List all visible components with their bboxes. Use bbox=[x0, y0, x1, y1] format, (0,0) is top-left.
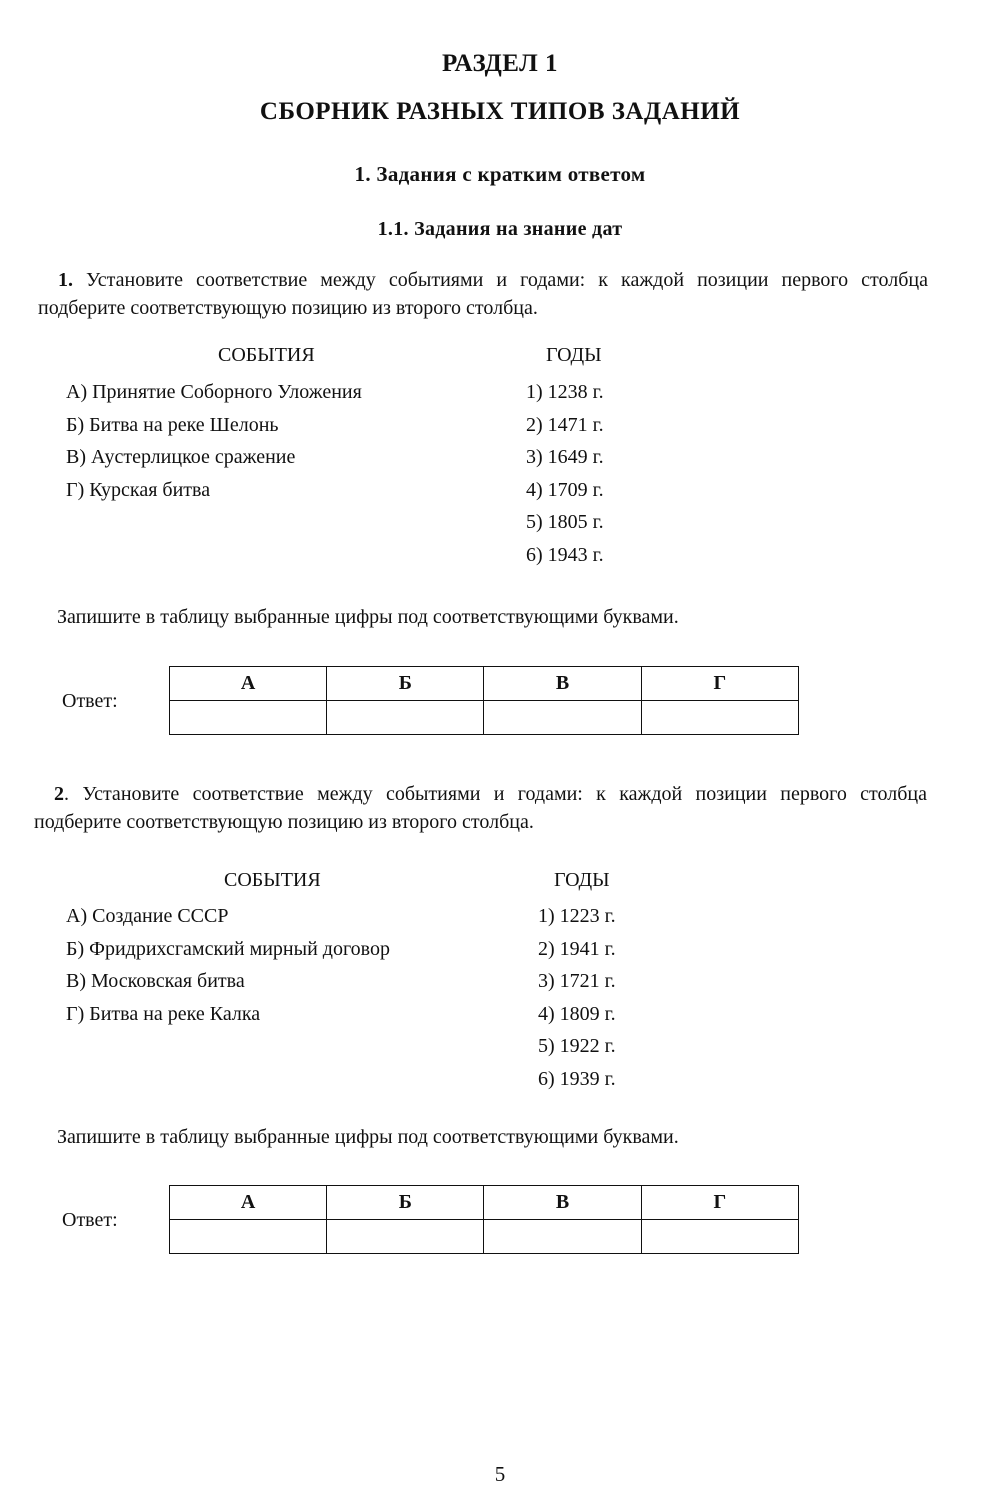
list-item: 5) 1805 г. bbox=[526, 511, 604, 533]
task-2-answer-label: Ответ: bbox=[62, 1209, 118, 1231]
task-2-years-header: ГОДЫ bbox=[554, 869, 610, 891]
answer-header-b: Б bbox=[327, 1186, 484, 1220]
task-1-answer-table bbox=[169, 666, 799, 735]
list-item: 5) 1922 г. bbox=[538, 1035, 616, 1057]
task-2-events-header: СОБЫТИЯ bbox=[224, 869, 321, 891]
task-1-number: 1. bbox=[58, 269, 73, 291]
answer-header-b: Б bbox=[327, 667, 484, 701]
page-number: 5 bbox=[494, 1462, 506, 1486]
list-item: 1) 1238 г. bbox=[526, 381, 604, 403]
list-item: 2) 1941 г. bbox=[538, 937, 616, 960]
task-1-text: Установите соответствие между событиями и годами: к каждой позиции первого столбца подберите соответствующую позицию из второго столбца. bbox=[38, 269, 928, 319]
task-2-number: 2 bbox=[54, 783, 64, 805]
list-item: В) Аустерлицкое сражение bbox=[66, 446, 296, 468]
list-item: А) Принятие Соборного Уложения bbox=[66, 381, 362, 403]
page-title: СБОРНИК РАЗНЫХ ТИПОВ ЗАДАНИЙ bbox=[259, 98, 741, 125]
answer-cell-b[interactable] bbox=[327, 1220, 484, 1254]
task-2-instruction: Запишите в таблицу выбранные цифры под соответствующими буквами. bbox=[57, 1126, 679, 1148]
task-1-prompt bbox=[38, 266, 928, 322]
answer-header-a: А bbox=[170, 667, 327, 701]
list-item: А) Создание СССР bbox=[66, 905, 229, 927]
task-2-prompt bbox=[34, 780, 927, 836]
list-item: Б) Фридрихсгамский мирный договор bbox=[66, 937, 390, 960]
task-1-events-header: СОБЫТИЯ bbox=[218, 344, 315, 366]
task-2-answer-table bbox=[169, 1185, 799, 1254]
list-item: Б) Битва на реке Шелонь bbox=[66, 413, 279, 436]
task-1-instruction: Запишите в таблицу выбранные цифры под соответствующими буквами. bbox=[57, 606, 679, 628]
answer-cell-g[interactable] bbox=[641, 701, 798, 735]
answer-cell-a[interactable] bbox=[170, 1220, 327, 1254]
answer-header-v: В bbox=[484, 1186, 641, 1220]
task-2-text: . Установите соответствие между событиями и годами: к каждой позиции первого столбца подберите соответствующую позицию из второго столбца. bbox=[34, 783, 927, 833]
task-2-years-list bbox=[538, 900, 616, 1095]
list-item: 6) 1943 г. bbox=[526, 543, 604, 566]
answer-header-g: Г bbox=[641, 1186, 798, 1220]
task-1-years-header: ГОДЫ bbox=[546, 344, 602, 366]
list-item: 6) 1939 г. bbox=[538, 1067, 616, 1090]
list-item: 3) 1649 г. bbox=[526, 446, 604, 468]
answer-cell-b[interactable] bbox=[327, 701, 484, 735]
answer-header-a: А bbox=[170, 1186, 327, 1220]
list-item: 1) 1223 г. bbox=[538, 905, 616, 927]
list-item: 2) 1471 г. bbox=[526, 413, 604, 436]
task-2-events-list bbox=[66, 900, 390, 1030]
list-item: 4) 1809 г. bbox=[538, 1002, 616, 1025]
answer-cell-a[interactable] bbox=[170, 701, 327, 735]
task-1-events-list bbox=[66, 376, 362, 506]
answer-cell-v[interactable] bbox=[484, 1220, 641, 1254]
section-heading: РАЗДЕЛ 1 bbox=[441, 50, 559, 77]
answer-cell-v[interactable] bbox=[484, 701, 641, 735]
list-item: 3) 1721 г. bbox=[538, 970, 616, 992]
list-item: 4) 1709 г. bbox=[526, 478, 604, 501]
subsubsection-heading: 1.1. Задания на знание дат bbox=[377, 218, 623, 240]
answer-header-v: В bbox=[484, 667, 641, 701]
task-1-years-list bbox=[526, 376, 604, 571]
answer-cell-g[interactable] bbox=[641, 1220, 798, 1254]
task-1-answer-label: Ответ: bbox=[62, 690, 118, 712]
answer-header-g: Г bbox=[641, 667, 798, 701]
list-item: В) Московская битва bbox=[66, 970, 245, 992]
list-item: Г) Курская битва bbox=[66, 478, 211, 501]
list-item: Г) Битва на реке Калка bbox=[66, 1002, 261, 1025]
subsection-heading: 1. Задания с кратким ответом bbox=[354, 162, 646, 186]
